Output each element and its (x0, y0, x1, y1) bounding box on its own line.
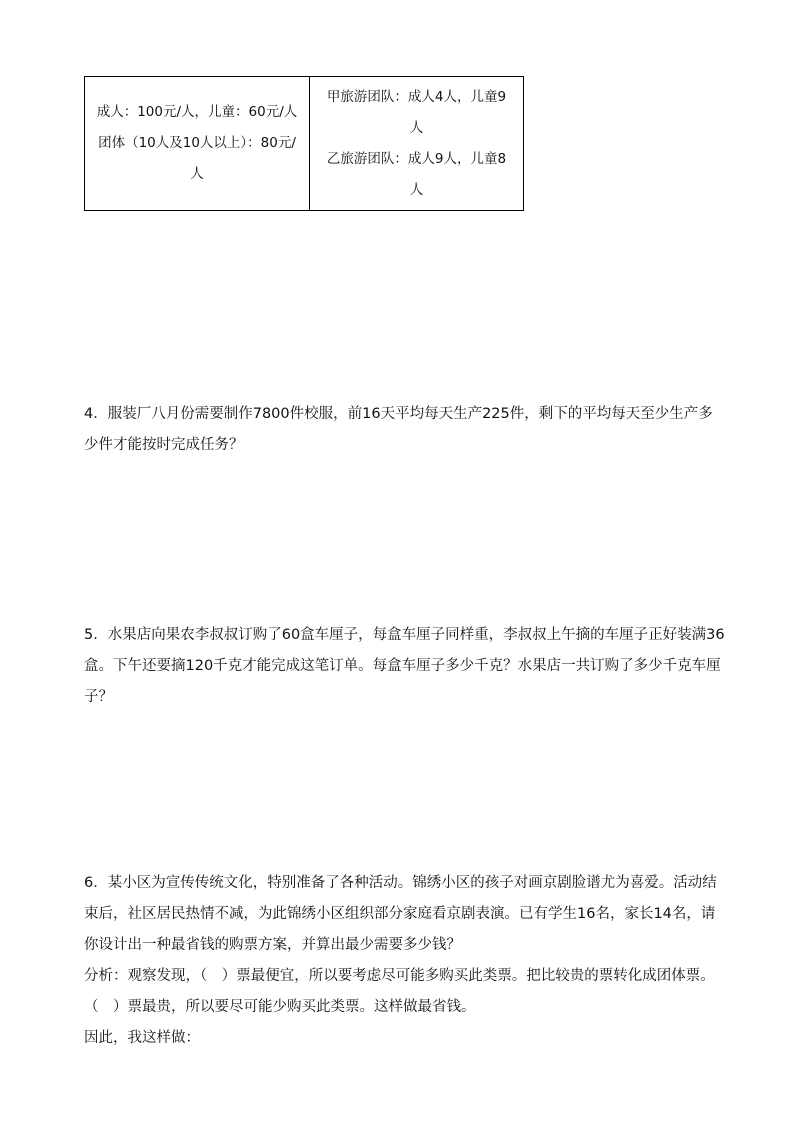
question-line: 子？ (84, 689, 113, 705)
ticket-price-line: 人 (190, 166, 204, 182)
analysis-line: （ ）票最贵，所以要尽可能少购买此类票。这样做最省钱。 (84, 999, 476, 1015)
analysis-text (84, 961, 715, 1023)
tour-group-line: 甲旅游团队：成人4人，儿童9 (326, 88, 507, 105)
question-line: 盒。下午还要摘120千克才能完成这笔订单。每盒车厘子多少千克？水果店一共订购了多少千克车厘 (84, 658, 721, 674)
question-text (84, 399, 712, 461)
question-4 (84, 399, 712, 461)
question-line: 束后，社区居民热情不减，为此锦绣小区组织部分家庭看京剧表演。已有学生16名，家长14名，请 (84, 906, 716, 922)
analysis-line: 分析：观察发现，（ ）票最便宜，所以要考虑尽可能多购买此类票。把比较贵的票转化成团体票。 (84, 968, 715, 984)
pricing-table (84, 76, 524, 211)
pricing-table-row (85, 77, 524, 211)
tour-group-line: 乙旅游团队：成人9人，儿童8 (326, 150, 507, 167)
question-text (84, 868, 717, 961)
ticket-price-line: 成人：100元/人，儿童：60元/人 (96, 104, 298, 120)
tour-group-line: 人 (409, 181, 424, 198)
question-line: 你设计出一种最省钱的购票方案，并算出最少需要多少钱？ (84, 937, 461, 953)
question-text (84, 620, 725, 713)
question-line: 5．水果店向果农李叔叔订购了60盒车厘子，每盒车厘子同样重，李叔叔上午摘的车厘子正好装满36 (84, 627, 725, 643)
question-6 (84, 868, 717, 1054)
question-line: 少件才能按时完成任务？ (84, 437, 244, 453)
conclusion-text: 因此，我这样做： (84, 1030, 200, 1046)
tour-group-line: 人 (409, 119, 424, 136)
question-5 (84, 620, 725, 713)
tour-group-cell (310, 77, 524, 211)
question-line: 6．某小区为宣传传统文化，特别准备了各种活动。锦绣小区的孩子对画京剧脸谱尤为喜爱。活动结 (84, 875, 717, 891)
question-line: 4．服装厂八月份需要制作7800件校服，前16天平均每天生产225件，剩下的平均每天至少生产多 (84, 406, 713, 422)
ticket-price-line: 团体（10人及10人以上）：80元/ (98, 135, 296, 151)
ticket-price-cell (85, 77, 310, 211)
